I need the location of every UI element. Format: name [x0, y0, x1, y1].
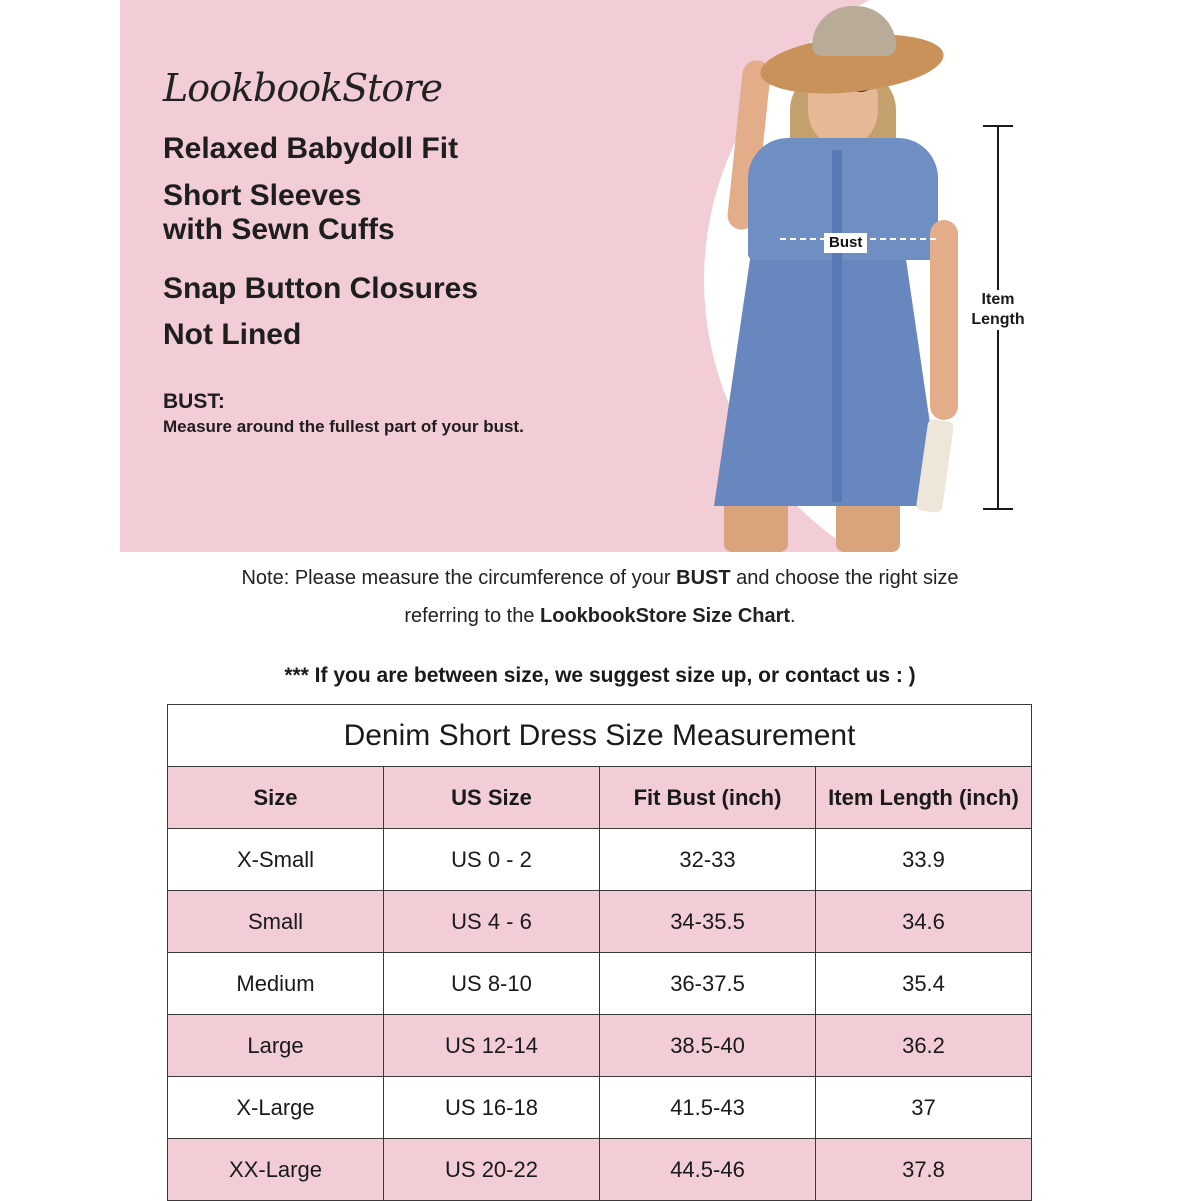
note-emphasis-size-chart: LookbookStore Size Chart [540, 605, 791, 627]
note-text: referring to the [404, 605, 541, 627]
right-arm-shape [930, 220, 958, 420]
feature-lining: Not Lined [163, 318, 302, 351]
cell-fit-bust: 38.5-40 [600, 1015, 816, 1077]
cell-size: Medium [168, 953, 384, 1015]
cell-item-length: 37.8 [816, 1139, 1032, 1201]
note-text: . [790, 605, 796, 627]
table-row [168, 829, 1032, 891]
bust-label: Bust [824, 233, 867, 253]
table-title: Denim Short Dress Size Measurement [168, 705, 1032, 767]
cell-us-size: US 20-22 [384, 1139, 600, 1201]
cell-fit-bust: 36-37.5 [600, 953, 816, 1015]
brand-logo: LookbookStore [163, 66, 442, 110]
cell-size: XX-Large [168, 1139, 384, 1201]
cell-size: X-Large [168, 1077, 384, 1139]
length-cap-bottom [983, 508, 1013, 510]
feature-cuffs: with Sewn Cuffs [163, 213, 395, 246]
cell-us-size: US 16-18 [384, 1077, 600, 1139]
button-placket-shape [832, 150, 842, 502]
feature-sleeves: Short Sleeves [163, 179, 362, 212]
sizing-tip: *** If you are between size, we suggest size up, or contact us : ) [284, 664, 916, 687]
dress-skirt-shape [714, 256, 942, 506]
note-line-2 [0, 605, 1200, 628]
cell-item-length: 33.9 [816, 829, 1032, 891]
item-length-label [960, 290, 1036, 330]
cell-item-length: 34.6 [816, 891, 1032, 953]
table-row [168, 891, 1032, 953]
note-line-1 [0, 567, 1200, 590]
column-header-fit-bust: Fit Bust (inch) [600, 767, 816, 829]
cell-fit-bust: 32-33 [600, 829, 816, 891]
note-text: and choose the right size [730, 567, 959, 589]
cell-fit-bust: 41.5-43 [600, 1077, 816, 1139]
column-header-size: Size [168, 767, 384, 829]
cell-size: Small [168, 891, 384, 953]
note-text: Note: Please measure the circumference of your [241, 567, 677, 589]
legs-shape [718, 500, 918, 552]
cell-size: Large [168, 1015, 384, 1077]
cell-item-length: 36.2 [816, 1015, 1032, 1077]
length-cap-top [983, 125, 1013, 127]
table-row [168, 1139, 1032, 1201]
cell-us-size: US 4 - 6 [384, 891, 600, 953]
bust-heading: BUST: [163, 390, 225, 413]
bust-description: Measure around the fullest part of your bust. [163, 417, 524, 436]
cell-fit-bust: 34-35.5 [600, 891, 816, 953]
cell-size: X-Small [168, 829, 384, 891]
table-row [168, 1077, 1032, 1139]
note-emphasis-bust: BUST [676, 567, 731, 589]
feature-panel [120, 0, 600, 552]
cell-item-length: 35.4 [816, 953, 1032, 1015]
size-table [167, 704, 1032, 1201]
cell-fit-bust: 44.5-46 [600, 1139, 816, 1201]
cell-item-length: 37 [816, 1077, 1032, 1139]
column-header-us-size: US Size [384, 767, 600, 829]
cell-us-size: US 8-10 [384, 953, 600, 1015]
feature-closures: Snap Button Closures [163, 272, 479, 305]
cell-us-size: US 0 - 2 [384, 829, 600, 891]
item-length-label-line2: Length [971, 311, 1025, 328]
feature-fit: Relaxed Babydoll Fit [163, 132, 459, 165]
cell-us-size: US 12-14 [384, 1015, 600, 1077]
table-row [168, 1015, 1032, 1077]
item-length-label-line1: Item [981, 291, 1015, 308]
column-header-item-length: Item Length (inch) [816, 767, 1032, 829]
table-row [168, 953, 1032, 1015]
